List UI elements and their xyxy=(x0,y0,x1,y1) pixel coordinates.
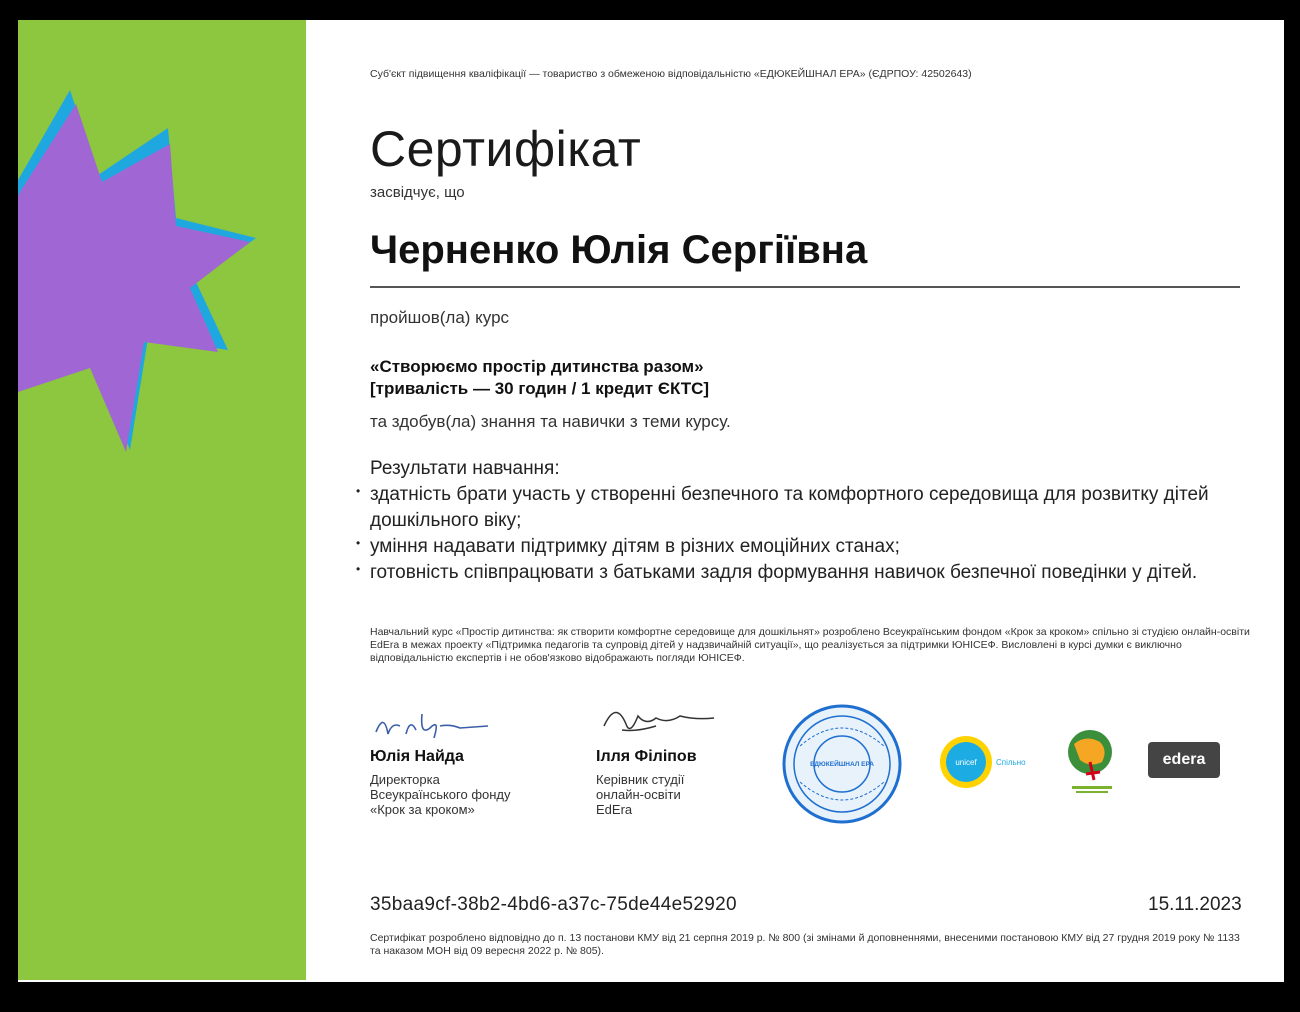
results-heading: Результати навчання: xyxy=(370,458,560,479)
unicef-logo-icon xyxy=(938,734,1042,795)
seal-text: ЕДЮКЕЙШНАЛ ЕРА xyxy=(810,761,874,768)
role-line: Керівник студії xyxy=(596,772,685,787)
signatory-1-role xyxy=(370,772,511,817)
result-item: • уміння надавати підтримку дітям в різних емоційних станах; xyxy=(370,534,1250,560)
green-side-panel xyxy=(18,20,306,980)
edera-wordmark: edera xyxy=(1162,751,1206,768)
signatory-2 xyxy=(596,696,726,817)
maple-leaf-logo-icon xyxy=(1060,724,1124,801)
certificate-id: 35baa9cf-38b2-4bd6-a37c-75de44e52920 xyxy=(370,894,737,915)
signature-2-icon xyxy=(596,696,726,744)
certificate-title: Сертифікат xyxy=(370,121,642,177)
learning-results xyxy=(370,456,1250,586)
role-line: онлайн-освіти xyxy=(596,787,681,802)
course-note: Навчальний курс «Простір дитинства: як створити комфортне середовище для дошкільнят» розроблено Всеукраїнським фондом «Крок за кроком» спільно зі студією онлайн-освіти EdEra в межах проекту «Підтримка педагогів та супровід дітей у надзвичайній ситуації», що реалізується за підтримки ЮНІСЕФ. Висловлені в курсі думки є виключно відповідальністю експертів і не обов'язково відображають погляди ЮНІСЕФ. xyxy=(370,626,1250,664)
result-item: • готовність співпрацювати з батьками задля формування навичок безпечної поведінки у дітей. xyxy=(370,560,1250,586)
signatory-2-role xyxy=(596,772,726,817)
signatory-1-name: Юлія Найда xyxy=(370,748,464,765)
seal-stamp-icon xyxy=(780,702,904,831)
legal-footer: Сертифікат розроблено відповідно до п. 13 постанови КМУ від 21 серпня 2019 р. № 800 (зі змінами й доповненнями, внесеними постановою КМУ від 27 грудня 2019 року № 1133 та наказом МОН від 09 вересня 2022 р. № 805). xyxy=(370,932,1240,957)
course-duration: [тривалість — 30 годин / 1 кредит ЄКТС] xyxy=(370,379,710,398)
role-line: Директорка xyxy=(370,772,440,787)
course-block xyxy=(370,356,709,400)
certificate-subtitle: засвідчує, що xyxy=(370,184,465,201)
role-line: Всеукраїнського фонду xyxy=(370,787,511,802)
results-list xyxy=(370,482,1250,586)
issuer-line: Суб'єкт підвищення кваліфікації — товариство з обмеженою відповідальністю «ЕДЮКЕЙШНАЛ ЕРА» (ЄДРПОУ: 42502643) xyxy=(370,68,972,80)
starburst-decoration-icon xyxy=(18,20,306,480)
result-item: • здатність брати участь у створенні безпечного та комфортного середовища для розвитку дітей дошкільного віку; xyxy=(370,482,1250,534)
certificate-date: 15.11.2023 xyxy=(1148,894,1242,915)
divider xyxy=(370,286,1240,288)
edera-logo-icon xyxy=(1148,742,1220,778)
unicef-partner-text: Спільно xyxy=(996,758,1026,767)
unicef-wordmark: unicef xyxy=(955,758,977,767)
recipient-name: Черненко Юлія Сергіївна xyxy=(370,228,868,272)
signatory-1 xyxy=(370,704,511,817)
role-line: EdEra xyxy=(596,802,633,817)
signature-1-icon xyxy=(370,704,500,744)
role-line: «Крок за кроком» xyxy=(370,802,475,817)
signatory-2-name: Ілля Філіпов xyxy=(596,748,697,765)
passed-text: пройшов(ла) курс xyxy=(370,308,510,327)
gained-text: та здобув(ла) знання та навички з теми курсу. xyxy=(370,412,731,431)
certificate-page xyxy=(18,20,1284,982)
course-title: «Створюємо простір дитинства разом» xyxy=(370,357,704,376)
